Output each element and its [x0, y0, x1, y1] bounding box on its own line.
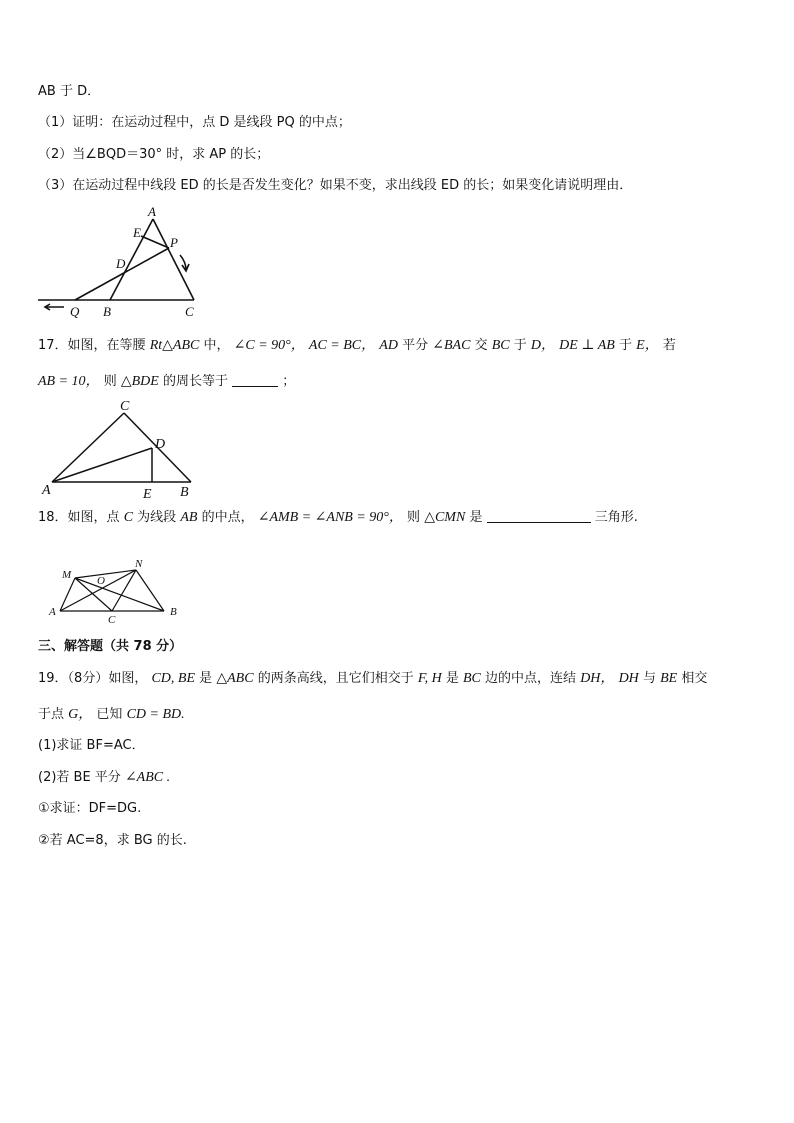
q16-part1: （1）证明：在运动过程中，点 D 是线段 PQ 的中点； [38, 115, 351, 130]
q17-label-d: D [155, 437, 166, 452]
q16-label-c: C [185, 304, 194, 319]
q18-line: 18．如图，点 C 为线段 AB 的中点， ∠AMB = ∠ANB = 90°， 则 △CMN 是 三角形. [38, 510, 638, 525]
q18-label-o: O [97, 575, 105, 587]
q16-label-a: A [148, 204, 156, 219]
q16-label-d: D [116, 256, 126, 271]
q16-label-p: P [170, 235, 178, 250]
q17-label-a: A [42, 483, 51, 498]
q19-line1: 19．（8分）如图， CD, BE 是 △ABC 的两条高线，且它们相交于 F, H 是 BC 边的中点，连结 DH， DH 与 BE 相交 [38, 671, 708, 686]
q17-label-b: B [180, 485, 189, 500]
q18-label-a: A [49, 606, 56, 618]
q19-line2: 于点 G， 已知 CD = BD. [38, 707, 185, 722]
q19-sub1: (1)求证 BF=AC． [38, 738, 145, 753]
section3-heading: 三、解答题（共 78 分） [38, 639, 183, 654]
q17-label-e: E [143, 487, 152, 502]
q19-sub2-part1: ①求证：DF=DG. [38, 801, 142, 816]
q18-label-n: N [135, 558, 143, 570]
q19-sub2: (2)若 BE 平分 ∠ABC . [38, 770, 171, 785]
q16-label-e: E [133, 225, 141, 240]
q17-line1: 17．如图，在等腰 Rt△ABC 中， ∠C = 90°， AC = BC， AD 平分 ∠BAC 交 BC 于 D， DE ⊥ AB 于 E， 若 [38, 338, 676, 353]
q17-label-c: C [120, 399, 130, 414]
q16-part2: （2）当∠BQD＝30° 时，求 AP 的长； [38, 147, 270, 162]
q16-continuation: AB 于 D． [38, 84, 101, 99]
q16-label-b: B [103, 304, 111, 319]
q18-label-m: M [62, 569, 72, 581]
q19-sub2-part2: ②若 AC=8，求 BG 的长. [38, 833, 187, 848]
q18-label-b: B [170, 606, 177, 618]
q16-part3: （3）在运动过程中线段 ED 的长是否发生变化？如果不变，求出线段 ED 的长；如果变化请说明理由． [38, 178, 633, 193]
q17-line2: AB = 10， 则 △BDE 的周长等于 ； [38, 374, 296, 389]
q18-label-c: C [108, 614, 116, 626]
q16-label-q: Q [70, 304, 80, 319]
